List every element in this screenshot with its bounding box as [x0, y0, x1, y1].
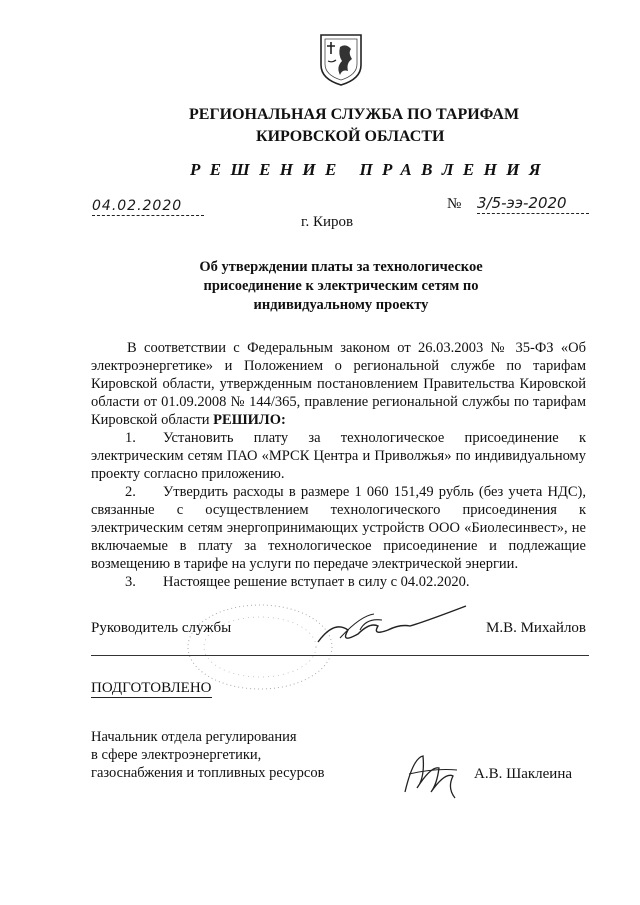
intro-text: В соответствии с Федеральным законом от 26.03.2003 № 35-ФЗ «Об электроэнергетике» и Положением о региональной службе по тарифам Кировской области, утвержденным постановлением Правительства Кировской области от 01.09.2008 № 144/365, правление региональной службы по тарифам Кировской области: [91, 340, 586, 428]
org-name-line2: КИРОВСКОЙ ОБЛАСТИ: [256, 128, 445, 145]
resolved-word: РЕШИЛО:: [213, 412, 286, 428]
subject-line: присоединение к электрическим сетям по: [203, 278, 479, 294]
position-line: в сфере электроэнергетики,: [91, 747, 262, 763]
prepared-label: ПОДГОТОВЛЕНО: [91, 680, 212, 696]
list-item: [91, 573, 586, 591]
item-text: Настоящее решение вступает в силу с 04.02.2020.: [163, 574, 470, 590]
decision-title: РЕШЕНИЕ ПРАВЛЕНИЯ: [190, 160, 550, 179]
divider: [91, 655, 589, 656]
item-number: 1.: [125, 430, 136, 446]
head-signature-icon: [300, 600, 470, 650]
list-item: [91, 483, 586, 573]
decision-subject: [176, 258, 506, 315]
preparer-signature-icon: [395, 748, 470, 800]
preparer-name: А.В. Шаклеина: [474, 766, 573, 782]
subject-line: Об утверждении платы за технологическое: [199, 259, 483, 275]
head-position-label: Руководитель службы: [91, 620, 232, 636]
number-label: №: [447, 196, 462, 212]
decision-body: [91, 339, 586, 591]
subject-line: индивидуальному проекту: [253, 297, 429, 313]
city: г. Киров: [301, 214, 354, 230]
item-number: 2.: [125, 484, 136, 500]
item-text: Утвердить расходы в размере 1 060 151,49 рубль (без учета НДС), связанные с осуществлением технологического присоединения к электрическим сетям энергопринимающих устройств ООО «Биолесинвест», не включаемые в плату за технологическое присоединение и подлежащие возмещению в тарифе на услуги по передаче электрической энергии.: [91, 484, 586, 572]
decision-date: 04.02.2020: [92, 198, 204, 216]
position-line: Начальник отдела регулирования: [91, 729, 297, 745]
item-text: Установить плату за технологическое присоединение к электрическим сетям ПАО «МРСК Центра и Приволжья» по индивидуальному проекту согласно приложению.: [91, 430, 586, 482]
list-item: [91, 429, 586, 483]
intro-paragraph: [91, 339, 586, 429]
decision-number: 3/5-ээ-2020: [477, 194, 589, 214]
preparer-position: [91, 728, 371, 782]
org-name-line1: РЕГИОНАЛЬНАЯ СЛУЖБА ПО ТАРИФАМ: [189, 106, 520, 123]
head-name: М.В. Михайлов: [486, 620, 587, 636]
position-line: газоснабжения и топливных ресурсов: [91, 765, 325, 781]
coat-of-arms-icon: [318, 33, 364, 87]
item-number: 3.: [125, 574, 136, 590]
